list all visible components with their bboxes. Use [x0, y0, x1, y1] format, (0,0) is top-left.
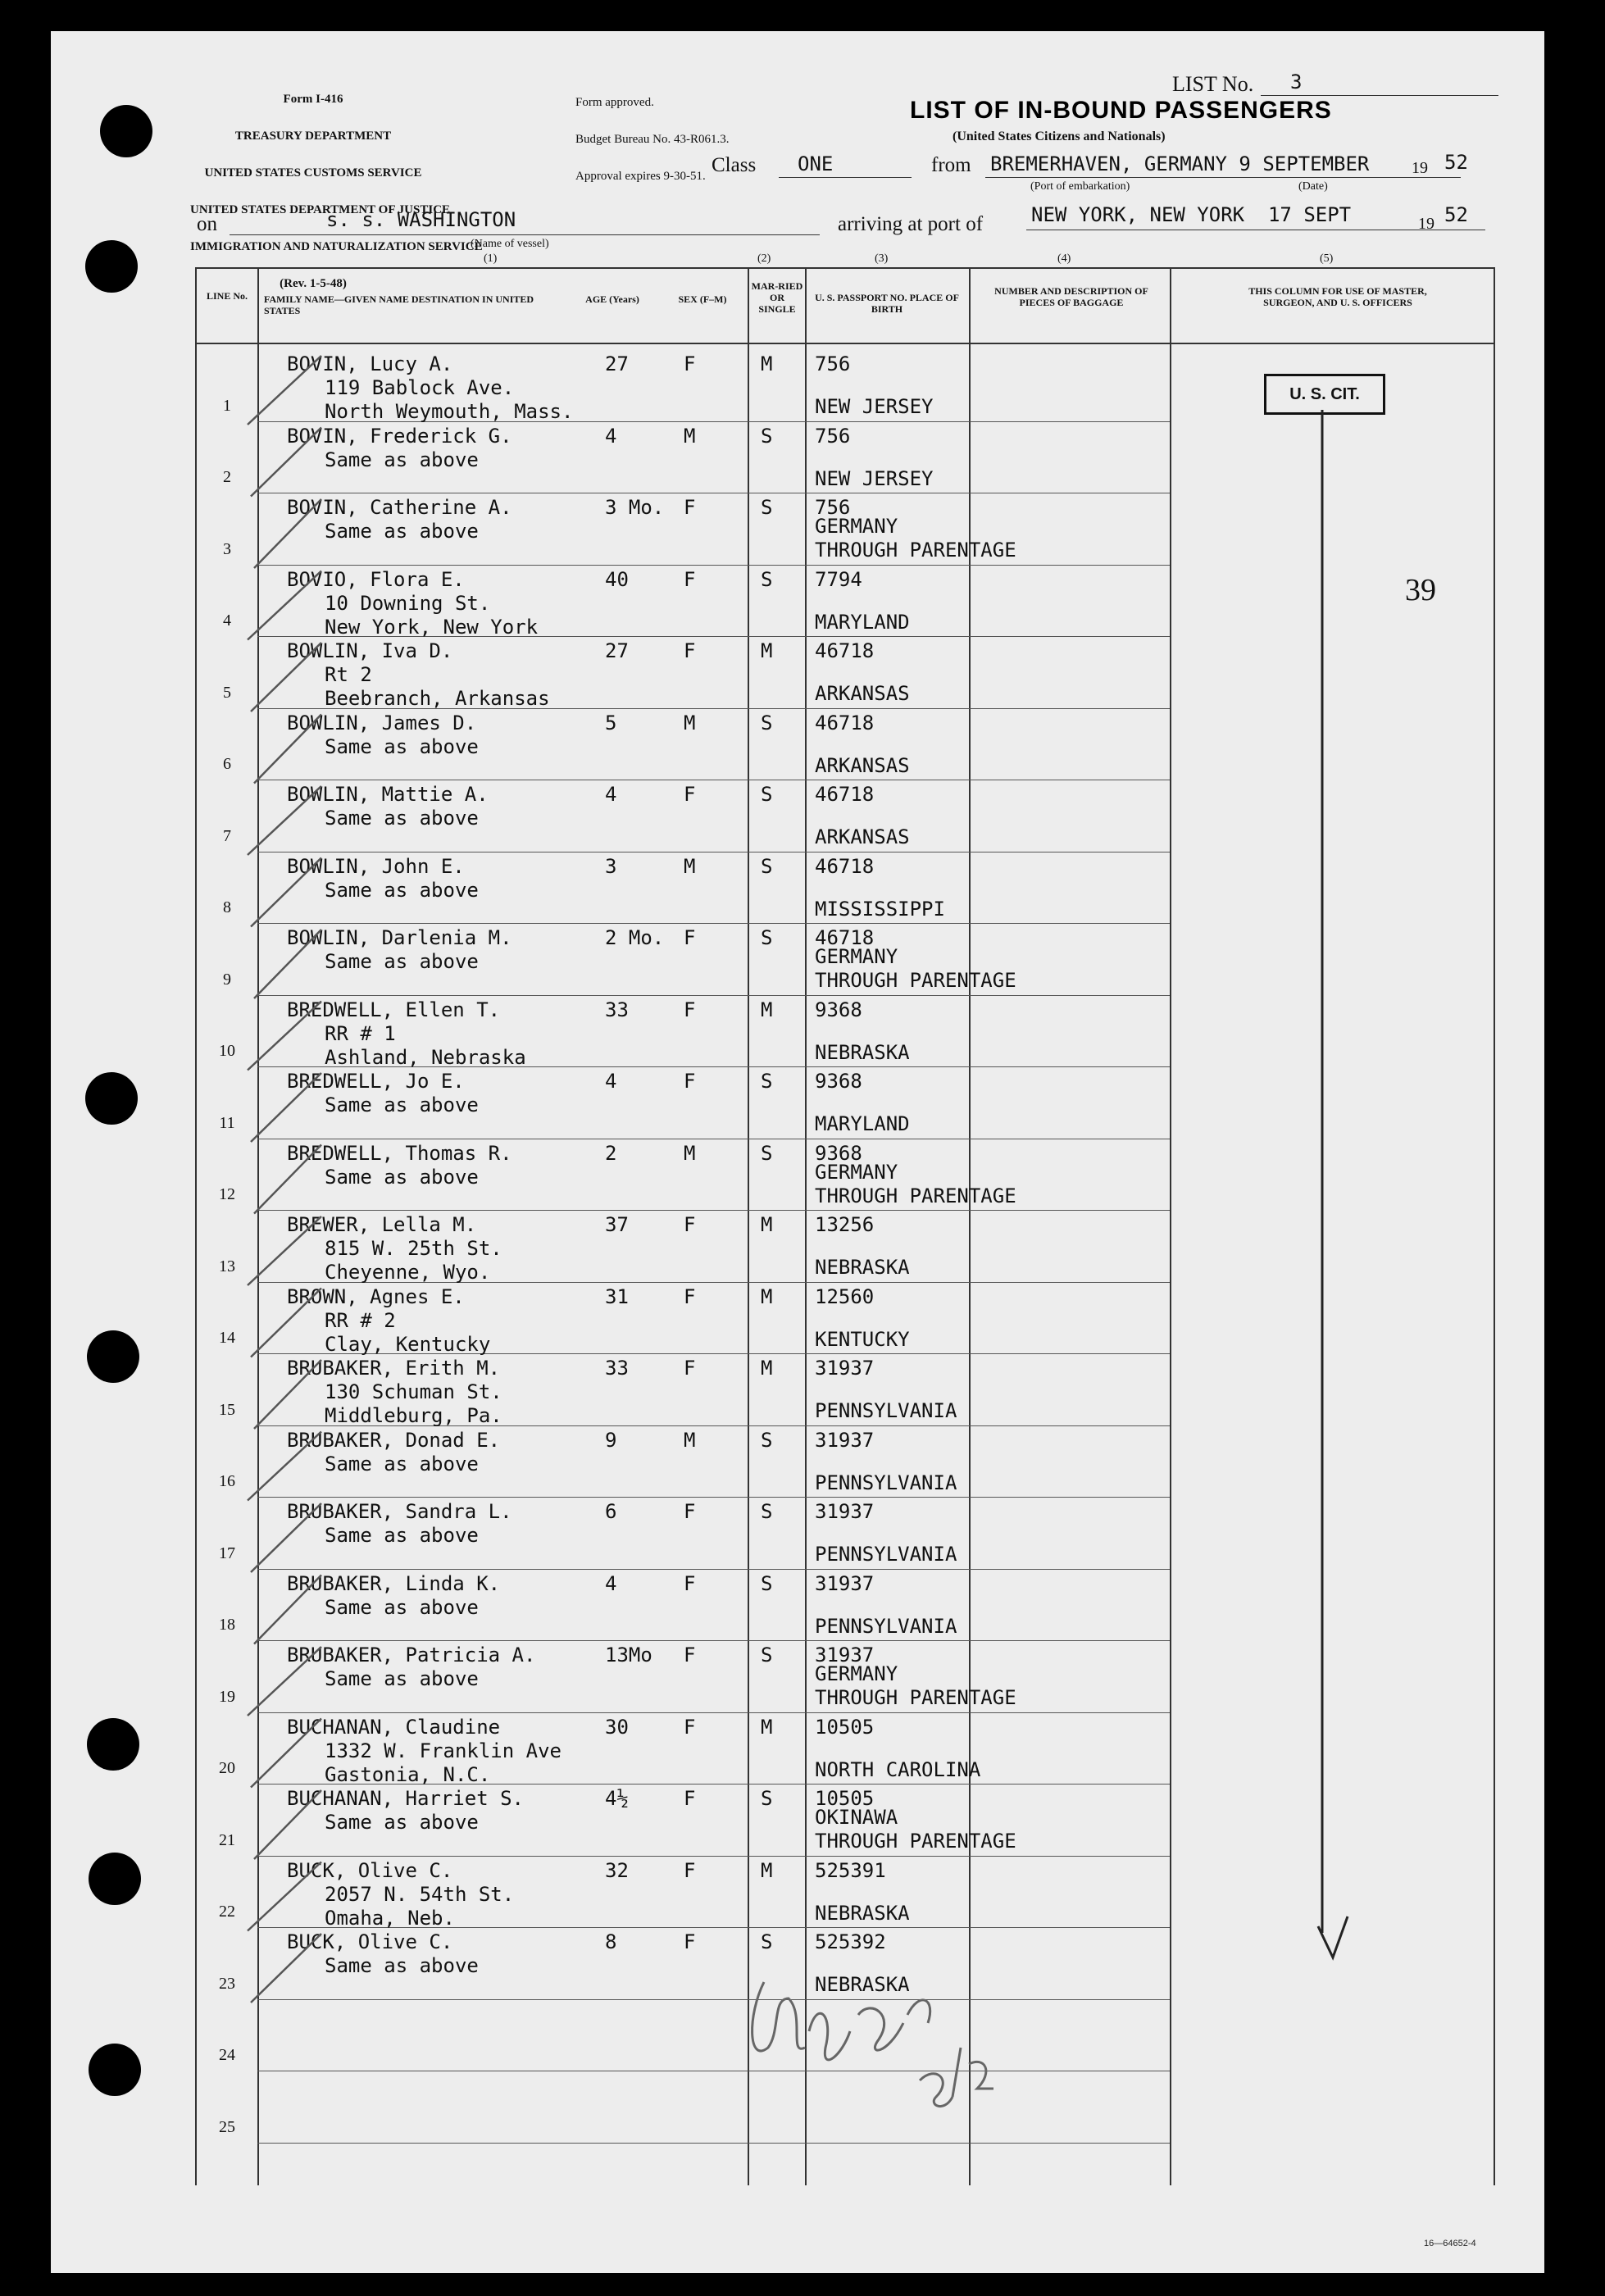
line-number: 25: [219, 2117, 235, 2136]
line-number: 16: [219, 1472, 235, 1490]
passenger-marital-status: S: [761, 783, 773, 806]
passenger-marital-status: M: [761, 1715, 773, 1739]
passport-number: 756: [815, 496, 851, 519]
embarkation-year: 52: [1444, 151, 1468, 174]
passenger-destination: Gastonia, N.C.: [325, 1762, 491, 1786]
passenger-sex: F: [684, 496, 696, 519]
passenger-sex: M: [684, 1428, 696, 1452]
colnum-4: (4): [1057, 252, 1071, 265]
passenger-age: 4: [605, 1070, 617, 1093]
passenger-destination: 2057 N. 54th St.: [325, 1882, 515, 1906]
passenger-marital-status: S: [761, 711, 773, 734]
passenger-sex: F: [684, 926, 696, 949]
passenger-name: BREWER, Lella M.: [287, 1213, 477, 1236]
check-mark: [248, 571, 321, 640]
passenger-marital-status: S: [761, 1787, 773, 1810]
form-id: Form I-416: [283, 93, 343, 106]
check-mark: [251, 643, 321, 712]
passport-number: 9368: [815, 1070, 862, 1093]
check-mark: [251, 1503, 321, 1572]
place-of-birth: PENNSYLVANIA: [815, 1614, 957, 1638]
check-mark: [251, 1289, 321, 1357]
ditto-line: [1318, 410, 1348, 1957]
passenger-marital-status: S: [761, 1500, 773, 1523]
passenger-age: 6: [605, 1500, 617, 1523]
arriving-label: arriving at port of: [838, 213, 984, 235]
passenger-destination: Same as above: [325, 1811, 479, 1834]
passport-number: 31937: [815, 1357, 875, 1380]
place-of-birth: MARYLAND: [815, 610, 910, 634]
passenger-destination: 10 Downing St.: [325, 591, 491, 615]
passport-number: 525392: [815, 1930, 886, 1953]
passenger-destination: Beebranch, Arkansas: [325, 687, 550, 710]
passenger-sex: M: [684, 854, 696, 878]
place-of-birth: NEBRASKA: [815, 1256, 910, 1279]
place-of-birth: ARKANSAS: [815, 825, 910, 848]
embarkation-value: BREMERHAVEN, GERMANY 9 SEPTEMBER: [990, 152, 1370, 175]
colhead-name: FAMILY NAME—GIVEN NAME DESTINATION IN UNITED STATES: [264, 293, 534, 316]
place-of-birth: MARYLAND: [815, 1112, 910, 1135]
line-number: 23: [219, 1974, 235, 1993]
passenger-destination: North Weymouth, Mass.: [325, 400, 574, 423]
passport-number: 31937: [815, 1500, 875, 1523]
passenger-age: 32: [605, 1858, 629, 1882]
passenger-sex: M: [684, 424, 696, 448]
place-of-birth: NORTH CAROLINA: [815, 1757, 981, 1781]
passenger-age: 8: [605, 1930, 617, 1953]
check-mark: [254, 1575, 321, 1644]
check-mark: [248, 356, 321, 425]
passport-number: 9368: [815, 1141, 862, 1165]
passport-number: 46718: [815, 926, 875, 949]
year-prefix-2: 19: [1418, 215, 1434, 233]
passenger-destination: Same as above: [325, 807, 479, 830]
passport-number: 756: [815, 424, 851, 448]
passenger-marital-status: S: [761, 1571, 773, 1595]
passenger-name: BOVIN, Lucy A.: [287, 352, 453, 375]
page-title: LIST OF IN-BOUND PASSENGERS: [910, 97, 1332, 124]
passenger-destination: Cheyenne, Wyo.: [325, 1261, 491, 1284]
line-number: 2: [223, 468, 231, 486]
line-number: 24: [219, 2046, 235, 2064]
passenger-name: BREDWELL, Thomas R.: [287, 1141, 512, 1165]
passenger-age: 2: [605, 1141, 617, 1165]
passenger-name: BRUBAKER, Patricia A.: [287, 1644, 536, 1666]
line-number: 9: [223, 970, 231, 989]
passenger-destination: Rt 2: [325, 663, 372, 686]
passenger-marital-status: S: [761, 1644, 773, 1666]
passenger-destination: Ashland, Nebraska: [325, 1045, 526, 1069]
handwritten-page-number: 39: [1405, 573, 1436, 607]
justice-line: UNITED STATES DEPARTMENT OF JUSTICE: [190, 203, 451, 216]
colhead-baggage: NUMBER AND DESCRIPTION OF PIECES OF BAGGAGE: [994, 285, 1148, 308]
line-number: 19: [219, 1687, 235, 1706]
passenger-name: BOVIN, Frederick G.: [287, 424, 512, 448]
place-of-birth: PENNSYLVANIA: [815, 1471, 957, 1494]
passport-number: 31937: [815, 1428, 875, 1452]
passenger-destination: Same as above: [325, 878, 479, 902]
passenger-destination: RR # 2: [325, 1308, 396, 1332]
passenger-marital-status: M: [761, 1858, 773, 1882]
place-of-birth: KENTUCKY: [815, 1327, 910, 1351]
form-number: 16—64652-4: [1424, 2239, 1476, 2248]
passport-number: 46718: [815, 854, 875, 878]
passenger-sex: F: [684, 639, 696, 662]
year-prefix-1: 19: [1412, 159, 1428, 177]
line-number: 6: [223, 755, 231, 773]
line-number: 4: [223, 612, 231, 630]
passenger-marital-status: S: [761, 1141, 773, 1165]
line-number: 20: [219, 1759, 235, 1777]
passport-number: 46718: [815, 639, 875, 662]
passenger-marital-status: S: [761, 854, 773, 878]
vessel-name: s. s. WASHINGTON: [326, 208, 516, 231]
passenger-age: 4: [605, 783, 617, 806]
passenger-destination: Same as above: [325, 1524, 479, 1547]
passenger-name: BRUBAKER, Donad E.: [287, 1428, 501, 1452]
passenger-marital-status: S: [761, 1428, 773, 1452]
us-citizen-stamp: U. S. CIT.: [1264, 374, 1385, 415]
class-label: Class: [712, 154, 757, 176]
passenger-name: BOWLIN, John E.: [287, 854, 465, 878]
passenger-name: BRUBAKER, Erith M.: [287, 1357, 501, 1380]
line-number: 5: [223, 683, 231, 702]
passenger-sex: F: [684, 352, 696, 375]
passenger-age: 33: [605, 998, 629, 1021]
place-of-birth: OKINAWA: [815, 1806, 898, 1829]
date-caption: (Date): [1298, 180, 1328, 193]
passenger-age: 33: [605, 1357, 629, 1380]
passenger-age: 4: [605, 424, 617, 448]
passenger-destination: Same as above: [325, 1595, 479, 1619]
passenger-destination: 119 Bablock Ave.: [325, 376, 515, 399]
check-mark: [251, 858, 321, 927]
passenger-sex: F: [684, 1070, 696, 1093]
line-number: 14: [219, 1329, 235, 1347]
vessel-caption: (Name of vessel): [471, 238, 549, 250]
passenger-destination: Same as above: [325, 1954, 479, 1977]
passenger-destination: 1332 W. Franklin Ave: [325, 1739, 562, 1762]
passenger-name: BREDWELL, Ellen T.: [287, 998, 501, 1021]
passport-number: 756: [815, 352, 851, 375]
place-of-birth: GERMANY: [815, 515, 898, 538]
arrival-year: 52: [1444, 203, 1468, 226]
colhead-officers: THIS COLUMN FOR USE OF MASTER, SURGEON, AND U. S. OFFICERS: [1248, 285, 1427, 308]
passenger-marital-status: S: [761, 496, 773, 519]
passport-number: 46718: [815, 783, 875, 806]
passenger-sex: F: [684, 1644, 696, 1666]
approval-line-3: Approval expires 9-30-51.: [575, 170, 706, 183]
check-marks: [248, 356, 321, 2003]
colhead-sex: SEX (F–M): [678, 293, 727, 305]
line-number: 1: [223, 396, 231, 415]
place-of-birth: GERMANY: [815, 1662, 898, 1685]
passport-number: 31937: [815, 1644, 875, 1666]
place-of-birth: ARKANSAS: [815, 753, 910, 777]
passenger-age: 5: [605, 711, 617, 734]
list-no-label: LIST No.: [1172, 72, 1254, 96]
class-value: ONE: [798, 152, 834, 175]
passenger-destination: Same as above: [325, 1165, 479, 1189]
colhead-passport: U. S. PASSPORT NO. PLACE OF BIRTH: [815, 292, 959, 315]
passenger-age: 30: [605, 1715, 629, 1739]
passport-number: 9368: [815, 998, 862, 1021]
passenger-sex: F: [684, 1571, 696, 1595]
passenger-marital-status: M: [761, 639, 773, 662]
passport-number: 13256: [815, 1213, 875, 1236]
passenger-name: BUCHANAN, Harriet S.: [287, 1787, 524, 1810]
passenger-age: 27: [605, 352, 629, 375]
check-mark: [254, 1360, 321, 1429]
passenger-sex: M: [684, 711, 696, 734]
passenger-marital-status: M: [761, 1213, 773, 1236]
colhead-age: AGE (Years): [585, 293, 639, 305]
passenger-name: BUCK, Olive C.: [287, 1858, 453, 1882]
passenger-sex: F: [684, 567, 696, 591]
place-of-birth: THROUGH PARENTAGE: [815, 1686, 1016, 1709]
customs-line: UNITED STATES CUSTOMS SERVICE: [204, 166, 422, 180]
place-of-birth: THROUGH PARENTAGE: [815, 1184, 1016, 1207]
passenger-age: 40: [605, 567, 629, 591]
colnum-2: (2): [757, 252, 771, 265]
check-mark: [248, 1432, 321, 1501]
passenger-destination: Same as above: [325, 950, 479, 973]
passenger-name: BOVIN, Catherine A.: [287, 496, 512, 519]
passenger-name: BOWLIN, James D.: [287, 711, 477, 734]
colnum-5: (5): [1320, 252, 1334, 265]
passenger-destination: Same as above: [325, 1667, 479, 1690]
passenger-marital-status: M: [761, 998, 773, 1021]
line-number: 18: [219, 1616, 235, 1634]
place-of-birth: NEBRASKA: [815, 1901, 910, 1925]
passenger-marital-status: M: [761, 1357, 773, 1380]
passenger-marital-status: M: [761, 352, 773, 375]
passenger-name: BUCK, Olive C.: [287, 1930, 453, 1953]
passenger-destination: Same as above: [325, 1093, 479, 1116]
passenger-destination: Same as above: [325, 520, 479, 543]
passport-number: 525391: [815, 1858, 886, 1882]
passenger-sex: F: [684, 1787, 696, 1810]
approval-line-1: Form approved.: [575, 96, 654, 109]
passenger-sex: F: [684, 1284, 696, 1308]
passenger-name: BOWLIN, Iva D.: [287, 639, 453, 662]
passenger-destination: New York, New York: [325, 615, 539, 639]
place-of-birth: NEBRASKA: [815, 1973, 910, 1996]
line-number: 8: [223, 898, 231, 916]
line-number: 12: [219, 1185, 235, 1203]
passenger-name: BUCHANAN, Claudine: [287, 1715, 501, 1739]
colhead-line-no: LINE No.: [206, 290, 248, 302]
passenger-name: BOWLIN, Darlenia M.: [287, 926, 512, 949]
place-of-birth: NEBRASKA: [815, 1040, 910, 1064]
line-number: 13: [219, 1257, 235, 1275]
passenger-age: 27: [605, 639, 629, 662]
place-of-birth: PENNSYLVANIA: [815, 1399, 957, 1422]
colhead-married: MAR-RIED OR SINGLE: [751, 280, 803, 315]
passport-number: 10505: [815, 1715, 875, 1739]
passenger-destination: Middleburg, Pa.: [325, 1404, 502, 1427]
passport-number: 31937: [815, 1571, 875, 1595]
ink-marks: [51, 31, 1544, 2273]
check-mark: [248, 1216, 321, 1285]
revision-line: (Rev. 1-5-48): [280, 277, 347, 290]
passenger-marital-status: S: [761, 1070, 773, 1093]
passenger-name: BREDWELL, Jo E.: [287, 1070, 465, 1093]
check-mark: [251, 1934, 321, 2003]
check-mark: [254, 930, 321, 998]
line-number: 15: [219, 1400, 235, 1419]
manifest-page: [51, 31, 1544, 2273]
arrival-port-value: NEW YORK, NEW YORK 17 SEPT: [1031, 203, 1352, 226]
check-mark: [251, 1073, 321, 1142]
passenger-age: 37: [605, 1213, 629, 1236]
line-number: 3: [223, 539, 231, 558]
passenger-marital-status: S: [761, 567, 773, 591]
treasury-line: TREASURY DEPARTMENT: [234, 130, 392, 143]
place-of-birth: PENNSYLVANIA: [815, 1543, 957, 1566]
check-mark: [248, 1647, 321, 1716]
check-mark: [254, 1790, 321, 1859]
place-of-birth: THROUGH PARENTAGE: [815, 969, 1016, 992]
place-of-birth: GERMANY: [815, 945, 898, 968]
passenger-age: 9: [605, 1428, 617, 1452]
passenger-sex: F: [684, 783, 696, 806]
passport-number: 12560: [815, 1284, 875, 1308]
passenger-sex: F: [684, 998, 696, 1021]
passenger-name: BRUBAKER, Sandra L.: [287, 1500, 512, 1523]
check-mark: [254, 715, 321, 784]
check-mark: [254, 1145, 321, 1214]
passport-number: 46718: [815, 711, 875, 734]
passenger-destination: 815 W. 25th St.: [325, 1237, 502, 1260]
line-number: 17: [219, 1544, 235, 1562]
list-no-value: 3: [1290, 70, 1303, 93]
passenger-sex: F: [684, 1213, 696, 1236]
signature-scrawl: [752, 1982, 993, 2107]
passenger-destination: RR # 1: [325, 1021, 396, 1045]
passenger-sex: F: [684, 1500, 696, 1523]
place-of-birth: ARKANSAS: [815, 682, 910, 705]
passenger-marital-status: M: [761, 1284, 773, 1308]
passenger-name: BOVIO, Flora E.: [287, 567, 465, 591]
passenger-destination: Same as above: [325, 448, 479, 471]
passenger-destination: 130 Schuman St.: [325, 1380, 502, 1403]
check-mark: [254, 499, 321, 568]
page-subtitle: (United States Citizens and Nationals): [953, 130, 1166, 143]
passenger-marital-status: S: [761, 926, 773, 949]
passenger-age: 31: [605, 1284, 629, 1308]
passenger-destination: Same as above: [325, 734, 479, 758]
from-label: from: [931, 154, 971, 176]
passenger-name: BROWN, Agnes E.: [287, 1284, 465, 1308]
check-mark: [248, 1002, 321, 1071]
place-of-birth: GERMANY: [815, 1160, 898, 1184]
on-label: on: [197, 213, 217, 235]
passenger-name: BOWLIN, Mattie A.: [287, 783, 489, 806]
line-number: 7: [223, 826, 231, 845]
place-of-birth: THROUGH PARENTAGE: [815, 539, 1016, 561]
passenger-age: 13Mo: [605, 1644, 652, 1666]
line-number: 21: [219, 1830, 235, 1849]
passenger-sex: F: [684, 1715, 696, 1739]
passenger-sex: M: [684, 1141, 696, 1165]
line-number: 11: [219, 1113, 235, 1132]
passenger-destination: Same as above: [325, 1452, 479, 1475]
line-number: 22: [219, 1903, 235, 1921]
place-of-birth: THROUGH PARENTAGE: [815, 1830, 1016, 1853]
check-mark: [251, 428, 321, 497]
passenger-sex: F: [684, 1357, 696, 1380]
passenger-age: 2 Mo.: [605, 926, 665, 949]
passenger-destination: Clay, Kentucky: [325, 1332, 491, 1356]
passenger-destination: Omaha, Neb.: [325, 1906, 455, 1930]
passport-number: 7794: [815, 567, 862, 591]
approval-line-2: Budget Bureau No. 43-R061.3.: [575, 133, 730, 146]
immigration-line: IMMIGRATION AND NATURALIZATION SERVICE: [190, 240, 483, 253]
colnum-1: (1): [484, 252, 498, 265]
check-mark: [248, 786, 321, 855]
passenger-age: 4½: [605, 1787, 629, 1810]
passenger-age: 3: [605, 854, 617, 878]
embarkation-caption: (Port of embarkation): [1030, 180, 1130, 193]
check-mark: [251, 1719, 321, 1788]
check-mark: [248, 1862, 321, 1931]
passenger-marital-status: S: [761, 424, 773, 448]
passenger-sex: F: [684, 1858, 696, 1882]
passenger-marital-status: S: [761, 1930, 773, 1953]
passenger-age: 3 Mo.: [605, 496, 665, 519]
place-of-birth: NEW JERSEY: [815, 395, 934, 418]
line-number: 10: [219, 1042, 235, 1060]
passenger-age: 4: [605, 1571, 617, 1595]
passenger-sex: F: [684, 1930, 696, 1953]
passport-number: 10505: [815, 1787, 875, 1810]
place-of-birth: NEW JERSEY: [815, 466, 934, 490]
place-of-birth: MISSISSIPPI: [815, 897, 945, 921]
colnum-3: (3): [875, 252, 889, 265]
passenger-name: BRUBAKER, Linda K.: [287, 1571, 501, 1595]
